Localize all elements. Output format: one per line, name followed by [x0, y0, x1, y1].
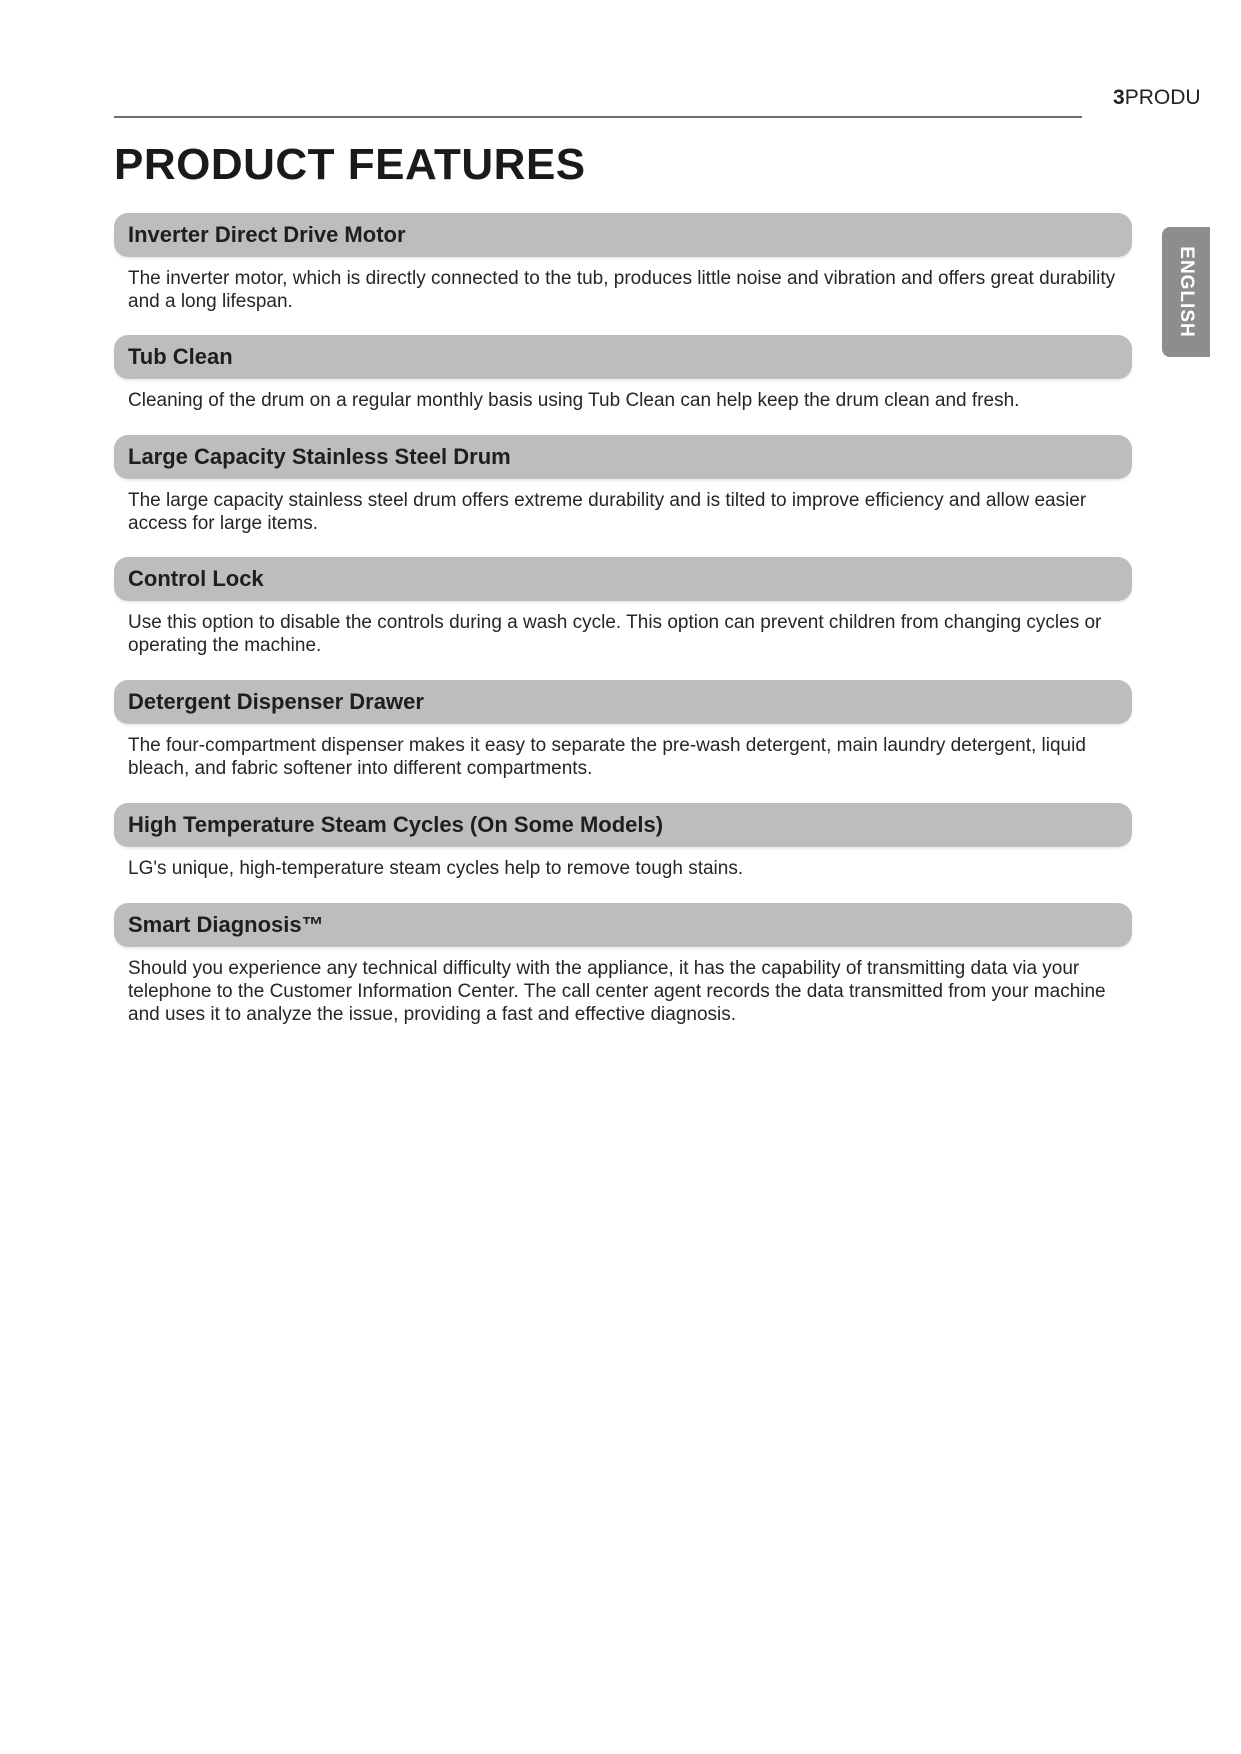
- feature-description: The inverter motor, which is directly connected to the tub, produces little noise and vibration and offers great durability and a long lifespan.: [128, 268, 1116, 312]
- feature-section: [114, 557, 1132, 657]
- feature-section: [114, 903, 1132, 1026]
- language-tab: [1162, 227, 1210, 357]
- page-header: [1113, 86, 1201, 110]
- section-label: PRODU: [1124, 86, 1201, 109]
- feature-title: High Temperature Steam Cycles (On Some Models): [114, 803, 1132, 847]
- page-number: 3: [1113, 86, 1125, 109]
- feature-title: Detergent Dispenser Drawer: [114, 680, 1132, 724]
- feature-title: Tub Clean: [114, 335, 1132, 379]
- feature-description: The four-compartment dispenser makes it easy to separate the pre-wash detergent, main laundry detergent, liquid bleach, and fabric softener into different compartments.: [128, 735, 1086, 779]
- feature-section: [114, 213, 1132, 313]
- feature-description: Cleaning of the drum on a regular monthly basis using Tub Clean can help keep the drum clean and fresh.: [128, 390, 1020, 411]
- feature-section: [114, 335, 1132, 412]
- feature-description: The large capacity stainless steel drum offers extreme durability and is tilted to improve efficiency and allow easier access for large items.: [128, 490, 1087, 534]
- feature-section: [114, 803, 1132, 880]
- feature-title: Large Capacity Stainless Steel Drum: [114, 435, 1132, 479]
- feature-description: LG's unique, high-temperature steam cycles help to remove tough stains.: [128, 858, 744, 879]
- feature-title: Inverter Direct Drive Motor: [114, 213, 1132, 257]
- feature-title: Smart Diagnosis™: [114, 903, 1132, 947]
- header-divider: [114, 116, 1082, 118]
- page-title: PRODUCT FEATURES: [114, 140, 586, 189]
- feature-description: Should you experience any technical difficulty with the appliance, it has the capability of transmitting data via your telephone to the Customer Information Center. The call center agent records the data transmitted from your machine and uses it to analyze the issue, providing a fast and effective diagnosis.: [128, 958, 1106, 1025]
- feature-section: [114, 435, 1132, 535]
- language-tab-label: ENGLISH: [1176, 246, 1197, 338]
- feature-description: Use this option to disable the controls during a wash cycle. This option can prevent children from changing cycles or operating the machine.: [128, 612, 1102, 656]
- feature-title: Control Lock: [114, 557, 1132, 601]
- feature-section: [114, 680, 1132, 780]
